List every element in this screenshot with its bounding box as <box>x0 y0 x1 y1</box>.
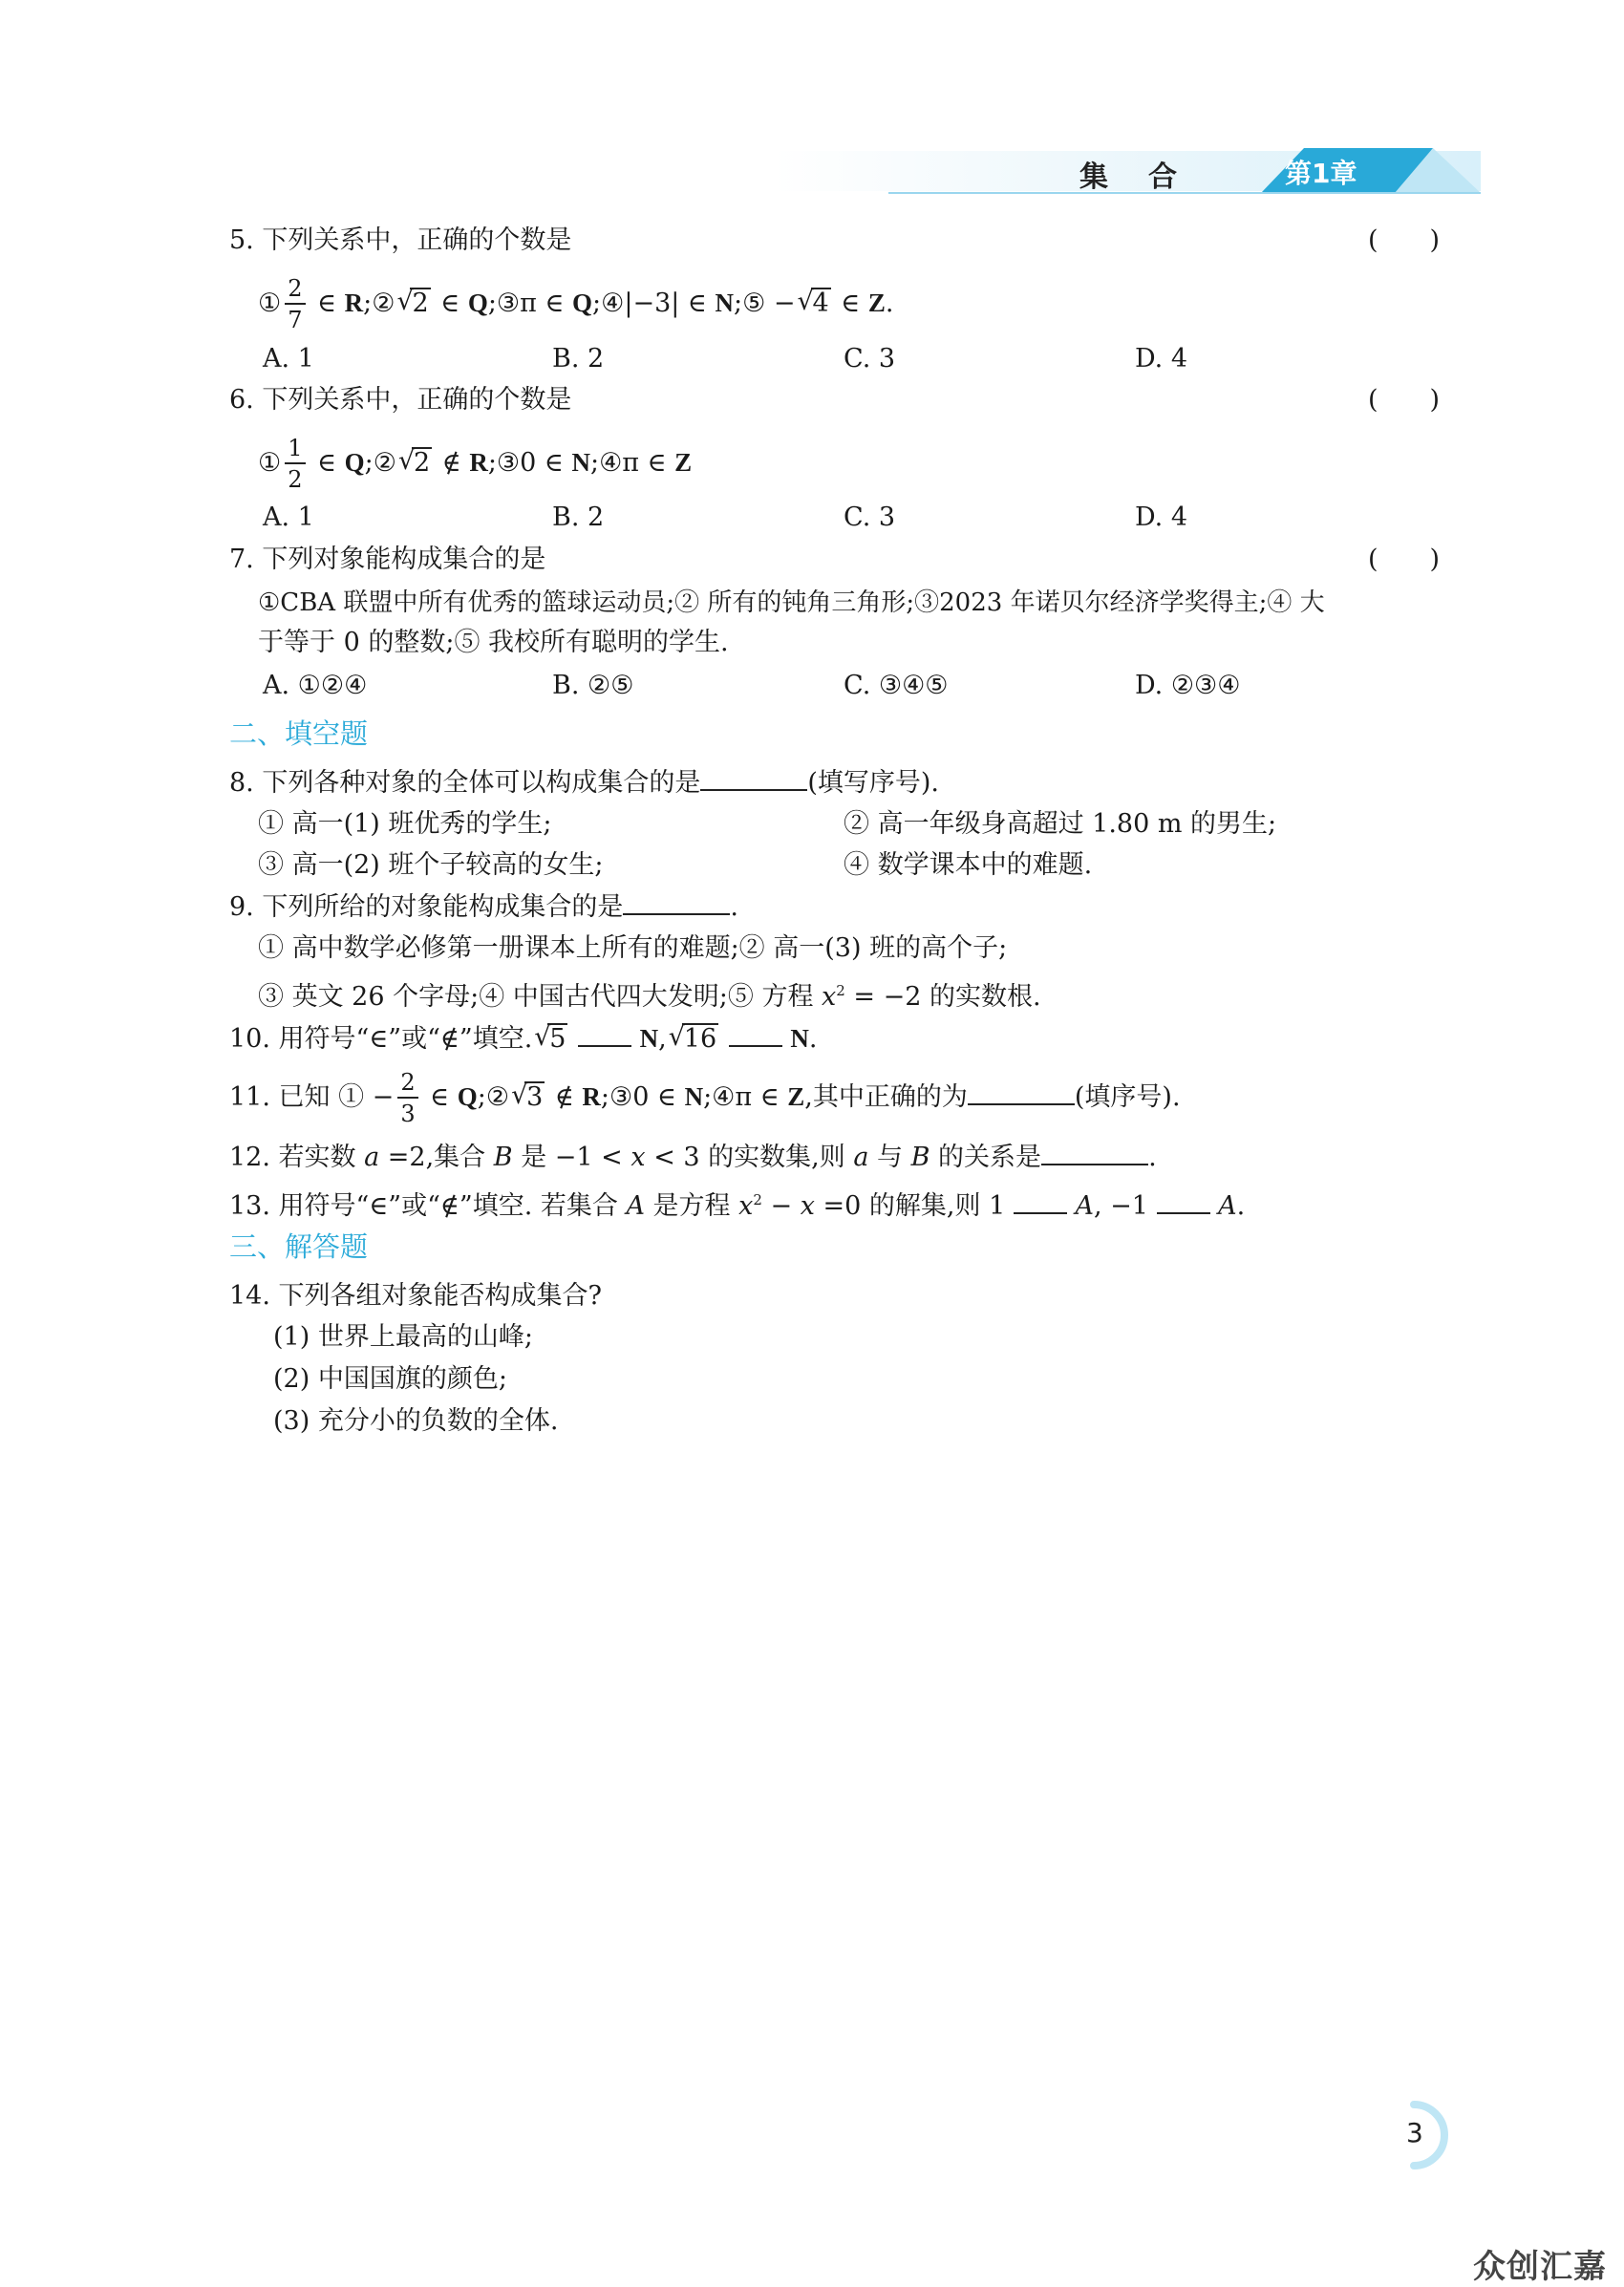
section-fill-in-heading: 二、填空题 <box>229 717 369 750</box>
q5-option-b: B. 2 <box>552 344 605 374</box>
q7-option-a: A. ①②④ <box>263 671 368 700</box>
q8-item-4: ④ 数学课本中的难题. <box>844 850 1093 880</box>
q8-stem: 8. 下列各种对象的全体可以构成集合的是 (填写序号). <box>229 768 939 798</box>
sqrt: √ 2 <box>396 280 430 328</box>
chapter-tag: 第1章 <box>1285 158 1357 189</box>
answer-blank <box>700 766 807 791</box>
q6-answer-paren: ( ) <box>1368 385 1441 415</box>
q8-item-1: ① 高一(1) 班优秀的学生; <box>258 809 552 839</box>
q6-option-b: B. 2 <box>552 502 605 532</box>
q9-line2: ③ 英文 26 个字母;④ 中国古代四大发明;⑤ 方程 $x^2 = -2$ 的实数根. <box>258 982 1041 1012</box>
q13: 13. 用符号“∈”或“∉”填空. 若集合 A 是方程 $x^2 - x =0$ 的解集,则 1 A, −1 A. <box>229 1191 1246 1221</box>
answer-blank <box>968 1080 1075 1105</box>
q7-option-d: D. ②③④ <box>1135 671 1241 700</box>
q14-item-2: (2) 中国国旗的颜色; <box>273 1364 507 1394</box>
q14-item-3: (3) 充分小的负数的全体. <box>273 1406 559 1436</box>
q6-option-d: D. 4 <box>1135 502 1188 532</box>
section-answer-heading: 三、解答题 <box>229 1230 369 1263</box>
chapter-title: 集 合 <box>1079 160 1183 194</box>
q11: 11. 已知 ① − $\frac{2}{3}$ ∈ Q;②√ 3 ∉ R;③0 ∈ N;④π ∈ Z,其中正确的为 (填序号). <box>229 1070 1181 1125</box>
q7-answer-paren: ( ) <box>1368 545 1441 574</box>
q6-option-c: C. 3 <box>844 502 896 532</box>
q10: 10. 用符号“∈”或“∉”填空.√ 5 N,√ 16 N. <box>229 1019 817 1058</box>
sqrt: √ 16 <box>669 1020 718 1058</box>
q9-line1: ① 高中数学必修第一册课本上所有的难题;② 高一(3) 班的高个子; <box>258 933 1008 963</box>
q7-option-b: B. ②⑤ <box>552 671 634 700</box>
q6-option-a: A. 1 <box>263 502 314 532</box>
sqrt: √ 2 <box>398 439 432 487</box>
q14-stem: 14. 下列各组对象能否构成集合? <box>229 1281 602 1311</box>
q6-statements: ① $\frac{1}{2}$ ∈ Q;②√ 2 ∉ R;③0 ∈ N;④π ∈ Z <box>258 437 692 491</box>
sqrt: √ 3 <box>511 1071 545 1124</box>
fraction: $\frac{2}{3}$ <box>397 1071 417 1125</box>
fraction: $\frac{2}{7}$ <box>285 277 305 331</box>
sqrt: √ 5 <box>534 1020 567 1058</box>
q5-option-a: A. 1 <box>263 344 314 374</box>
answer-blank <box>578 1022 631 1047</box>
q5-answer-paren: ( ) <box>1368 225 1441 255</box>
fraction: $\frac{1}{2}$ <box>285 437 305 491</box>
answer-blank <box>729 1022 782 1047</box>
page-number: 3 <box>1406 2117 1423 2148</box>
q5-statements: ① $\frac{2}{7}$ ∈ R;②√ 2 ∈ Q;③π ∈ Q;④|−3| ∈ N;⑤ −√ 4 ∈ Z. <box>258 277 893 331</box>
q6-stem: 6. 下列关系中，正确的个数是 <box>229 385 572 415</box>
q8-item-2: ② 高一年级身高超过 1.80 m 的男生; <box>844 809 1277 839</box>
q14-item-1: (1) 世界上最高的山峰; <box>273 1322 533 1352</box>
q7-stem: 7. 下列对象能构成集合的是 <box>229 545 546 574</box>
answer-blank <box>1014 1189 1067 1214</box>
answer-blank <box>1157 1189 1210 1214</box>
q8-item-3: ③ 高一(2) 班个子较高的女生; <box>258 850 604 880</box>
sqrt: √ 4 <box>798 280 831 328</box>
q12: 12. 若实数 a =2,集合 B 是 −1 < x < 3 的实数集,则 a 与 B 的关系是 . <box>229 1143 1157 1172</box>
watermark-logo: 众创汇嘉 <box>1473 2248 1607 2286</box>
q7-line2: 于等于 0 的整数;⑤ 我校所有聪明的学生. <box>258 628 729 657</box>
q7-line1: ①CBA 联盟中所有优秀的篮球运动员;② 所有的钝角三角形;③2023 年诺贝尔经济学奖得主;④ 大 <box>258 588 1325 617</box>
q5-option-c: C. 3 <box>844 344 896 374</box>
q9-stem: 9. 下列所给的对象能构成集合的是 . <box>229 892 738 922</box>
answer-blank <box>623 890 730 915</box>
answer-blank <box>1041 1141 1148 1165</box>
q5-option-d: D. 4 <box>1135 344 1188 374</box>
q5-stem: 5. 下列关系中，正确的个数是 <box>229 225 572 255</box>
q7-option-c: C. ③④⑤ <box>844 671 949 700</box>
